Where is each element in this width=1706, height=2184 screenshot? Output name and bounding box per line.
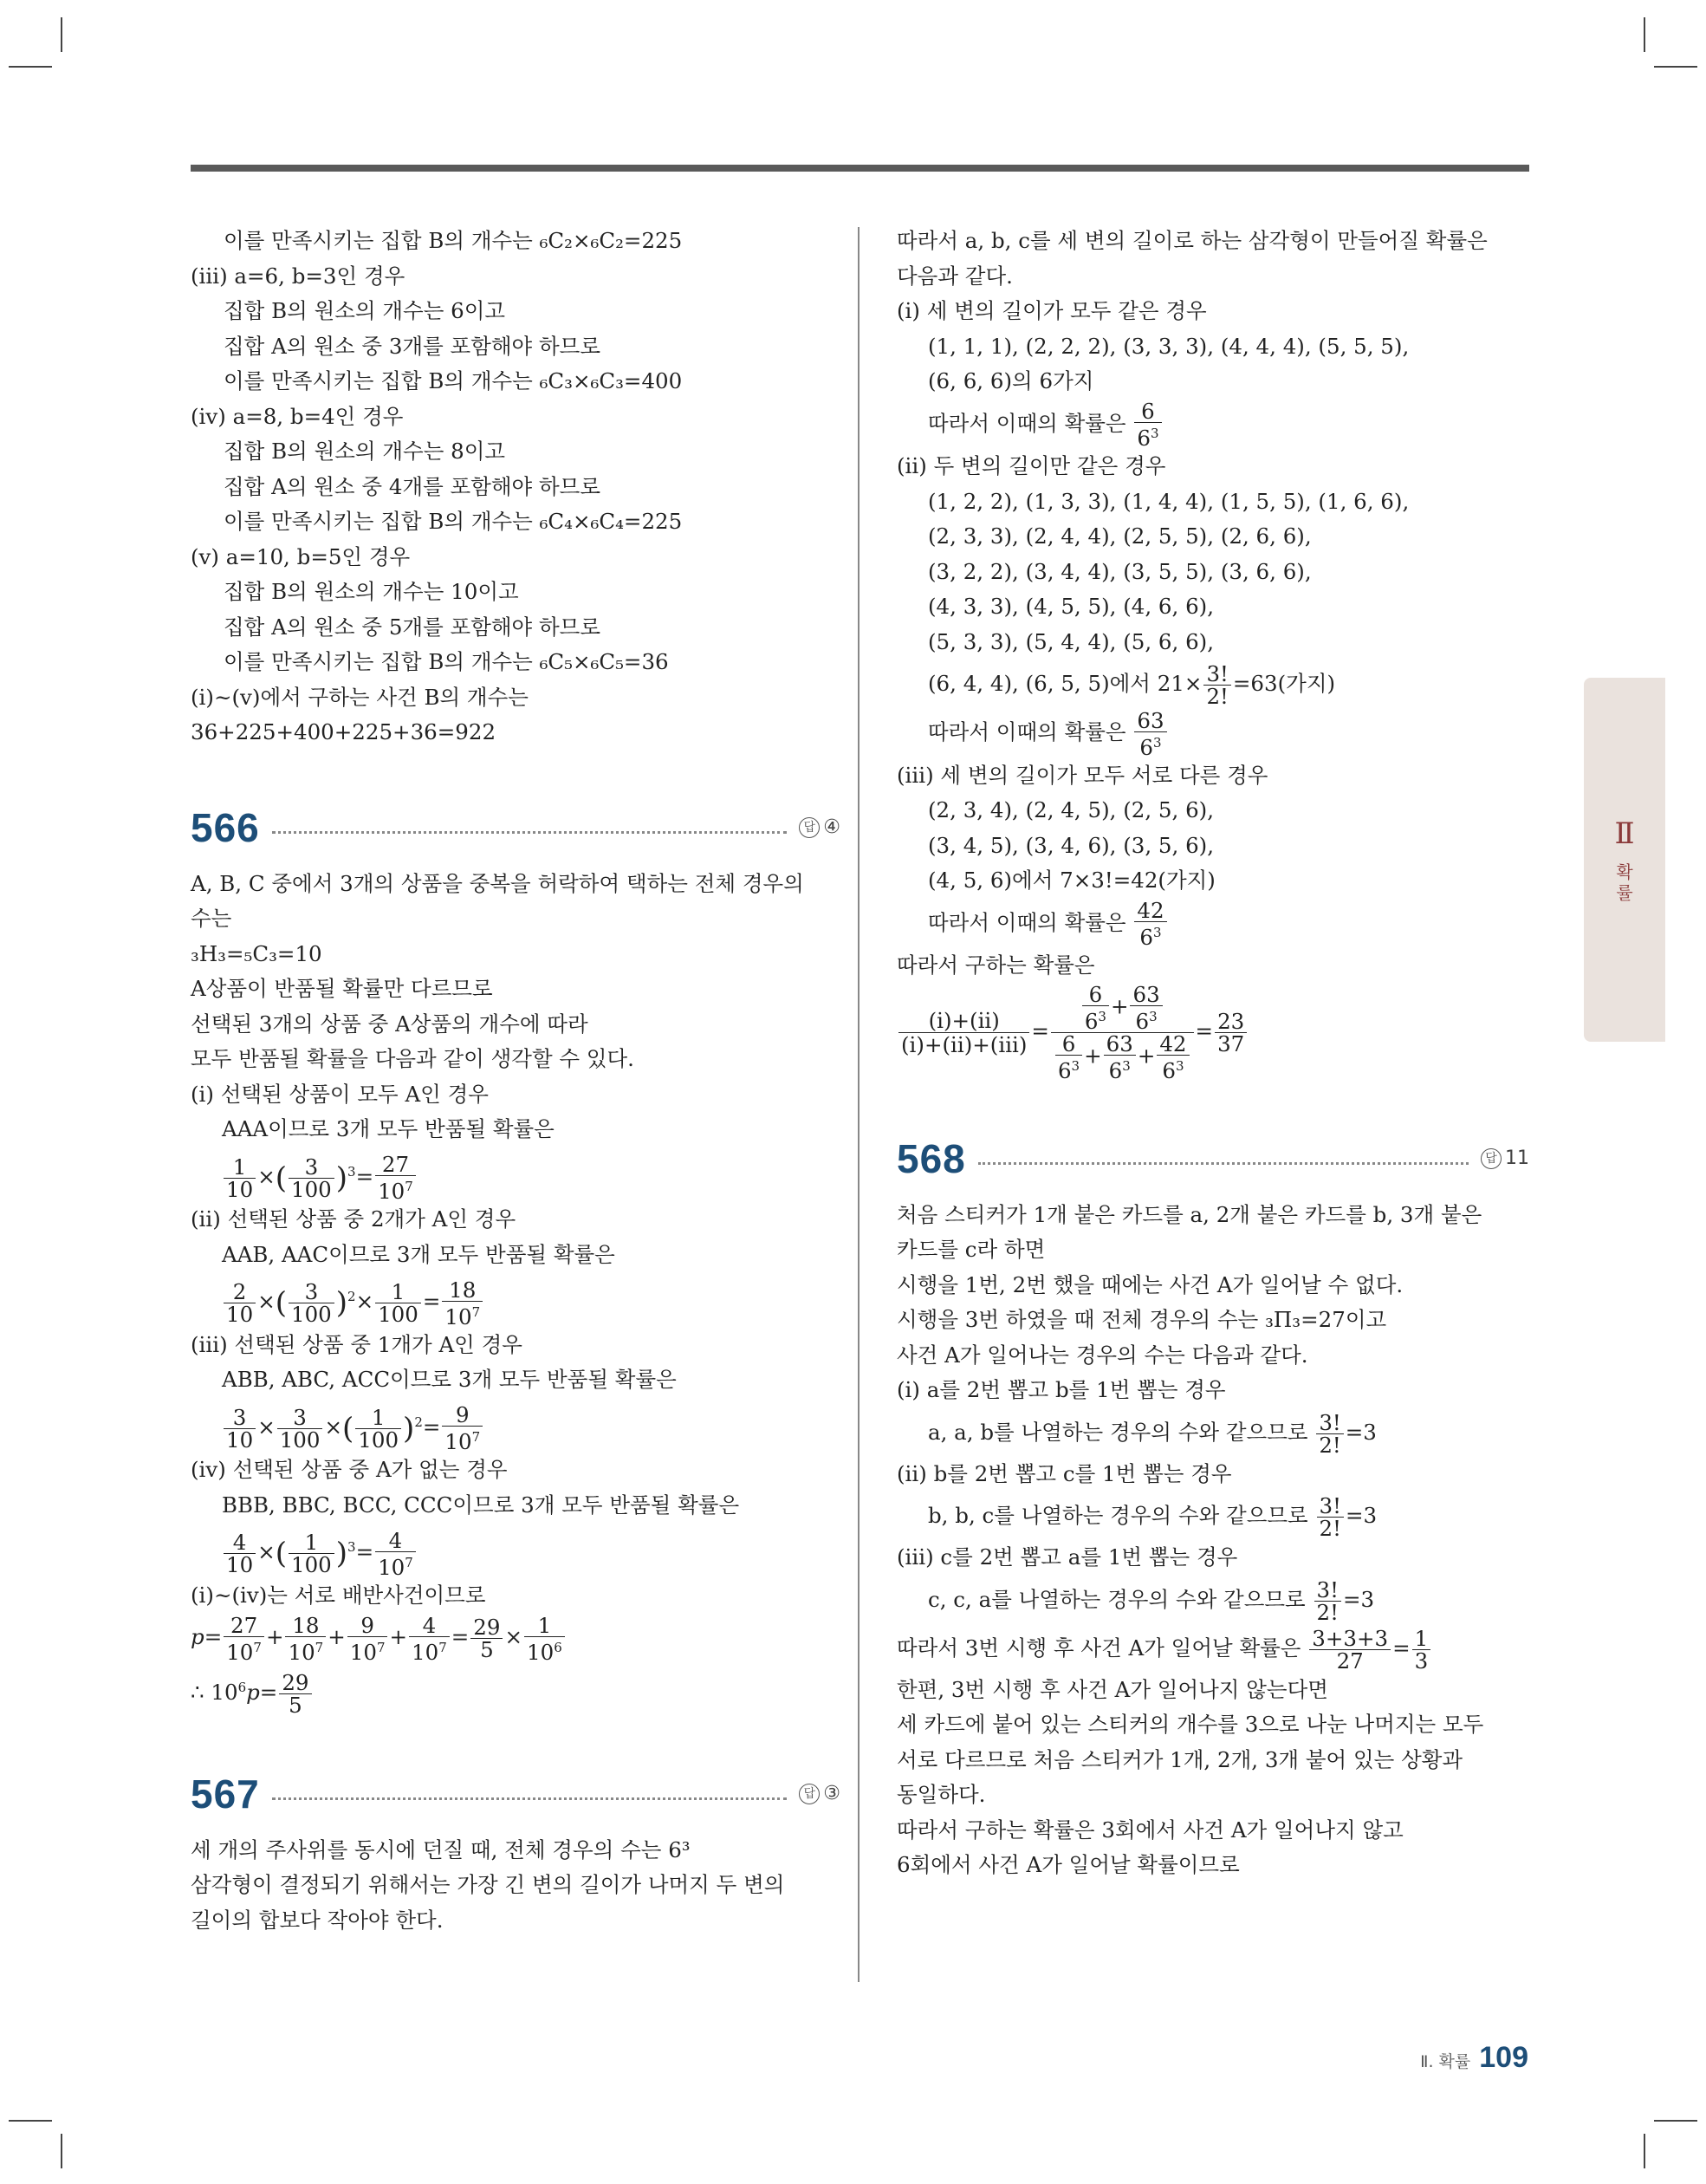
text-line: 따라서 구하는 확률은 3회에서 사건 A가 일어나지 않고	[897, 1817, 1404, 1843]
crop-mark	[1654, 2120, 1697, 2122]
answer-mark-icon: 답	[1481, 1148, 1502, 1169]
text-span: 따라서 이때의 확률은	[928, 410, 1126, 436]
crop-mark	[1644, 2134, 1645, 2168]
text-line: BBB, BBC, BCC, CCC이므로 3개 모두 반품될 확률은	[222, 1492, 740, 1518]
answer-badge	[1481, 1147, 1529, 1169]
formula-line: c, c, a를 나열하는 경우의 수와 같으므로 $\frac{3!}{2!}$ =3	[928, 1576, 1375, 1625]
answer-value: ③	[823, 1783, 840, 1804]
leader-dots	[978, 1162, 1469, 1165]
text-line: 이를 만족시키는 집합 B의 개수는 ₆C₅×₆C₅=36	[224, 649, 669, 674]
fraction-numerator: (i)+(ii)	[898, 1009, 1029, 1033]
problem-number: 568	[897, 1135, 966, 1181]
answer-value: ④	[823, 816, 840, 838]
text-line: 시행을 3번 하였을 때 전체 경우의 수는 ₃Π₃=27이고	[897, 1307, 1387, 1332]
formula-line: 따라서 3번 시행 후 사건 A가 일어날 확률은 $\frac{3+3+3}{27}$ = $\frac{1}{3}$	[897, 1624, 1529, 1673]
text-line: 수는	[191, 906, 232, 931]
text-line: AAA이므로 3개 모두 반품될 확률은	[222, 1116, 555, 1141]
crop-mark	[9, 2120, 52, 2122]
text-line: (i)~(v)에서 구하는 사건 B의 개수는	[191, 684, 529, 710]
text-line: 처음 스티커가 1개 붙은 카드를 a, 2개 붙은 카드를 b, 3개 붙은	[897, 1201, 1482, 1227]
text-line: (4, 5, 6)에서 7×3!=42(가지)	[928, 868, 1216, 893]
text-line: (ii) b를 2번 뽑고 c를 1번 뽑는 경우	[897, 1460, 1232, 1486]
text-span: 따라서 이때의 확률은	[928, 719, 1126, 744]
text-line: (i) 세 변의 길이가 모두 같은 경우	[897, 298, 1207, 323]
formula-line: $\frac{2}{10}$ ×( $\frac{3}{100}$ )$^2$× $\frac{1}{100}$ = $\frac{18}{10^7}$	[191, 1272, 840, 1328]
text-line: (iii) 세 변의 길이가 모두 서로 다른 경우	[897, 762, 1268, 788]
problem-number: 567	[191, 1771, 260, 1817]
text-line: (i) 선택된 상품이 모두 A인 경우	[191, 1081, 489, 1107]
problem-568-header	[897, 1128, 1529, 1189]
column-divider	[858, 227, 859, 1982]
text-line: 집합 B의 원소의 개수는 8이고	[224, 439, 506, 464]
text-line: 모두 반품될 확률을 다음과 같이 생각할 수 있다.	[191, 1046, 634, 1071]
text-line: (ii) 선택된 상품 중 2개가 A인 경우	[191, 1206, 516, 1232]
answer-value: 11	[1505, 1147, 1529, 1169]
text-span: 따라서 3번 시행 후 사건 A가 일어날 확률은	[897, 1635, 1301, 1661]
formula-line: $\frac{(i)+(ii)}{\text{(i)+(ii)+(iii)}}$ = $\frac{6}{6^3}$ + $\frac{63}{6^3}$ $\frac{6}{6^3}$ + $\frac{63}{6^3}$ + $\frac{42}{6^3}$ = $\frac{23}{37}$	[897, 984, 1529, 1082]
text-span: (6, 4, 4), (6, 5, 5)에서 21×	[928, 671, 1203, 696]
page-number: 109	[1479, 2041, 1528, 2074]
fraction-denominator: (i)+(ii)+(iii)	[901, 1031, 1028, 1057]
text-line: 시행을 1번, 2번 했을 때에는 사건 A가 일어날 수 없다.	[897, 1271, 1404, 1297]
text-span: c, c, a를 나열하는 경우의 수와 같으므로	[928, 1586, 1306, 1612]
left-column	[191, 224, 840, 1938]
formula-line: (6, 4, 4), (6, 5, 5)에서 21× $\frac{3!}{2!}$ =63(가지)	[928, 661, 1336, 709]
text-line: (iv) a=8, b=4인 경우	[191, 403, 404, 429]
text-line: (iii) c를 2번 뽑고 a를 1번 뽑는 경우	[897, 1544, 1238, 1570]
text-line: (v) a=10, b=5인 경우	[191, 543, 411, 569]
text-line: ₃H₃=₅C₃=10	[191, 940, 322, 966]
text-line: 선택된 3개의 상품 중 A상품의 개수에 따라	[191, 1011, 588, 1037]
formula-line: ∴ $10^6p=$ $\frac{29}{5}$	[191, 1663, 840, 1717]
text-line: ABB, ABC, ACC이므로 3개 모두 반품될 확률은	[222, 1367, 677, 1392]
text-line: 6회에서 사건 A가 일어날 확률이므로	[897, 1852, 1240, 1877]
text-line: 집합 B의 원소의 개수는 10이고	[224, 579, 519, 604]
text-line: (iv) 선택된 상품 중 A가 없는 경우	[191, 1457, 508, 1482]
crop-mark	[9, 66, 52, 68]
problem-567-header	[191, 1764, 840, 1824]
chapter-numeral: Ⅱ	[1614, 816, 1635, 851]
text-line: (5, 3, 3), (5, 4, 4), (5, 6, 6),	[928, 628, 1215, 654]
text-line: A상품이 반품될 확률만 다르므로	[191, 976, 493, 1001]
problem-566-header	[191, 797, 840, 858]
text-line: 집합 A의 원소 중 5개를 포함해야 하므로	[224, 614, 601, 640]
text-line: (4, 3, 3), (4, 5, 5), (4, 6, 6),	[928, 594, 1215, 619]
text-line: 길이의 합보다 작아야 한다.	[191, 1907, 444, 1933]
text-line: (i)~(iv)는 서로 배반사건이므로	[191, 1582, 486, 1608]
page-footer	[1420, 2041, 1528, 2075]
formula-line: p= $\frac{27}{10^7}$ + $\frac{18}{10^7}$ + $\frac{9}{10^7}$ + $\frac{4}{10^7}$ = $\frac{29}{5}$ × $\frac{1}{10^6}$	[191, 1613, 840, 1663]
text-line: 집합 A의 원소 중 4개를 포함해야 하므로	[224, 473, 601, 499]
crop-mark	[1654, 66, 1697, 68]
crop-mark	[61, 2134, 62, 2168]
text-line: 서로 다르므로 처음 스티커가 1개, 2개, 3개 붙어 있는 상황과	[897, 1746, 1463, 1772]
text-line: (iii) 선택된 상품 중 1개가 A인 경우	[191, 1331, 522, 1357]
crop-mark	[61, 17, 62, 52]
answer-badge	[799, 1783, 840, 1804]
text-line: (ii) 두 변의 길이만 같은 경우	[897, 453, 1166, 478]
answer-badge	[799, 816, 840, 838]
leader-dots	[272, 831, 788, 834]
text-line: (3, 4, 5), (3, 4, 6), (3, 5, 6),	[928, 832, 1215, 858]
text-line: 이를 만족시키는 집합 B의 개수는 ₆C₃×₆C₃=400	[224, 368, 683, 393]
text-line: 집합 A의 원소 중 3개를 포함해야 하므로	[224, 333, 601, 359]
formula-line: $\frac{3}{10}$ × $\frac{3}{100}$ ×( $\frac{1}{100}$ )$^2$= $\frac{9}{10^7}$	[191, 1398, 840, 1453]
text-line: 세 카드에 붙어 있는 스티커의 개수를 3으로 나눈 나머지는 모두	[897, 1712, 1484, 1737]
chapter-side-tab	[1584, 678, 1665, 1042]
formula-line: 따라서 이때의 확률은 $\frac{6}{6^3}$	[897, 400, 1529, 450]
text-line: (3, 2, 2), (3, 4, 4), (3, 5, 5), (3, 6, 6),	[928, 558, 1312, 584]
footer-section: Ⅱ. 확률	[1420, 2052, 1471, 2071]
answer-mark-icon: 답	[799, 817, 820, 838]
text-line: (2, 3, 4), (2, 4, 5), (2, 5, 6),	[928, 797, 1215, 822]
text-line: 동일하다.	[897, 1782, 986, 1807]
text-line: 카드를 c라 하면	[897, 1237, 1046, 1262]
answer-mark-icon: 답	[799, 1784, 820, 1804]
text-line: (i) a를 2번 뽑고 b를 1번 뽑는 경우	[897, 1377, 1226, 1402]
text-span: 따라서 이때의 확률은	[928, 909, 1126, 935]
text-span: a, a, b를 나열하는 경우의 수와 같으므로	[928, 1419, 1308, 1445]
text-line: 이를 만족시키는 집합 B의 개수는 ₆C₄×₆C₄=225	[224, 509, 683, 534]
leader-dots	[272, 1797, 788, 1800]
text-line: (1, 1, 1), (2, 2, 2), (3, 3, 3), (4, 4, 4), (5, 5, 5),	[928, 333, 1410, 359]
text-span: =63(가지)	[1232, 671, 1336, 696]
problem-number: 566	[191, 804, 260, 850]
text-line: 세 개의 주사위를 동시에 던질 때, 전체 경우의 수는 6³	[191, 1836, 691, 1862]
formula-line: 따라서 이때의 확률은 $\frac{63}{6^3}$	[897, 708, 1529, 758]
chapter-label: 확률	[1616, 861, 1633, 903]
text-span: b, b, c를 나열하는 경우의 수와 같으므로	[928, 1503, 1308, 1528]
text-line: 36+225+400+225+36=922	[191, 719, 496, 744]
formula-line: $\frac{4}{10}$ ×( $\frac{1}{100}$ )$^3$= $\frac{4}{10^7}$	[191, 1523, 840, 1578]
text-line: 사건 A가 일어나는 경우의 수는 다음과 같다.	[897, 1342, 1308, 1368]
crop-mark	[1644, 17, 1645, 52]
formula-line: $\frac{1}{10}$ ×( $\frac{3}{100}$ )$^3$= $\frac{27}{10^7}$	[191, 1147, 840, 1203]
text-line: (6, 6, 6)의 6가지	[928, 368, 1094, 393]
text-line: 따라서 구하는 확률은	[897, 952, 1095, 978]
right-column	[897, 224, 1529, 1883]
text-line: 삼각형이 결정되기 위해서는 가장 긴 변의 길이가 나머지 두 변의	[191, 1872, 785, 1897]
text-line: (2, 3, 3), (2, 4, 4), (2, 5, 5), (2, 6, 6),	[928, 523, 1312, 549]
text-line: (iii) a=6, b=3인 경우	[191, 263, 405, 289]
text-line: (1, 2, 2), (1, 3, 3), (1, 4, 4), (1, 5, 5), (1, 6, 6),	[928, 488, 1410, 514]
text-line: 따라서 a, b, c를 세 변의 길이로 하는 삼각형이 만들어질 확률은	[897, 228, 1488, 253]
formula-line: a, a, b를 나열하는 경우의 수와 같으므로 $\frac{3!}{2!}$ =3	[928, 1409, 1377, 1458]
text-line: 집합 B의 원소의 개수는 6이고	[224, 298, 506, 323]
text-line: 한편, 3번 시행 후 사건 A가 일어나지 않는다면	[897, 1676, 1328, 1702]
text-line: 다음과 같다.	[897, 263, 1013, 289]
text-line: A, B, C 중에서 3개의 상품을 중복을 허락하여 택하는 전체 경우의	[191, 870, 804, 896]
text-line: 이를 만족시키는 집합 B의 개수는 ₆C₂×₆C₂=225	[224, 228, 683, 253]
text-line: AAB, AAC이므로 3개 모두 반품될 확률은	[222, 1241, 615, 1267]
formula-line: b, b, c를 나열하는 경우의 수와 같으므로 $\frac{3!}{2!}$ =3	[928, 1493, 1378, 1541]
header-rule	[191, 165, 1529, 172]
formula-line: 따라서 이때의 확률은 $\frac{42}{6^3}$	[897, 899, 1529, 949]
